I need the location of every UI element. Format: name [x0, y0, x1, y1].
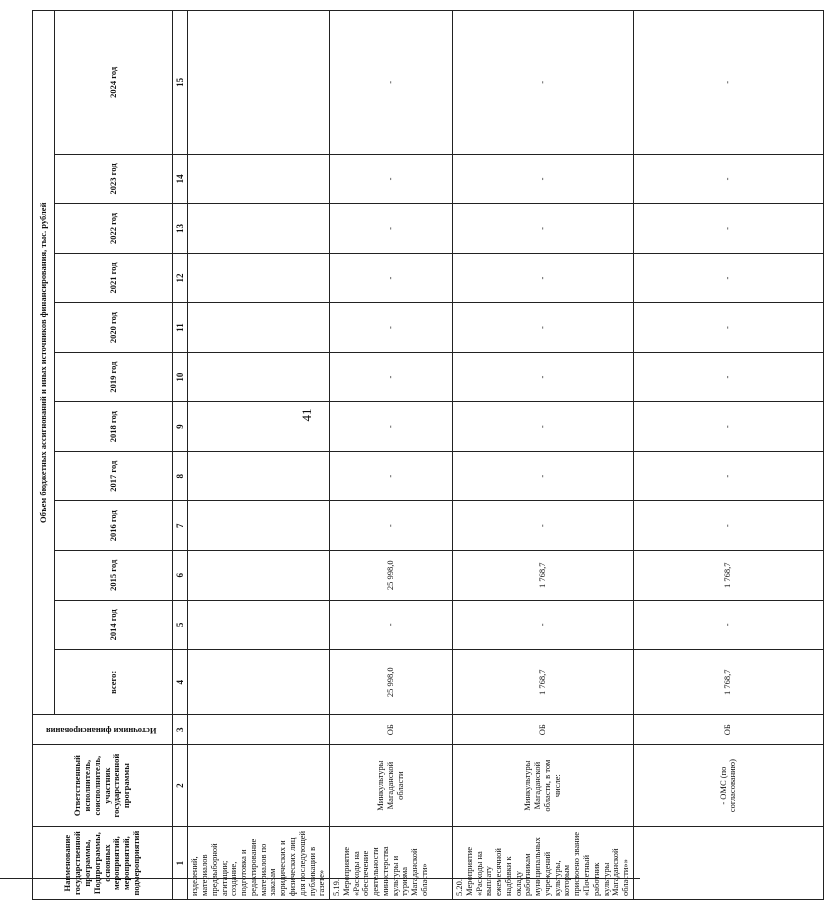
cell-source	[188, 715, 330, 745]
page-number: 41	[299, 408, 314, 422]
cell-year-value: -	[330, 600, 453, 650]
header-name: Наименование государственной программы, Подпрограммы, основных мероприятий, мероприятий, подмероприятий	[33, 827, 173, 900]
cell-source: ОБ	[330, 715, 453, 745]
cell-source: ОБ	[453, 715, 634, 745]
cell-year-value	[188, 451, 330, 501]
cell-year-value: -	[633, 352, 823, 402]
cell-year-value: -	[633, 253, 823, 303]
column-number: 3	[173, 715, 188, 745]
table-row	[188, 11, 330, 900]
header-year: 2024 год	[55, 11, 173, 155]
cell-year-value	[188, 11, 330, 155]
cell-year-value: -	[330, 303, 453, 353]
cell-year-value	[188, 303, 330, 353]
column-number: 10	[173, 352, 188, 402]
cell-source: ОБ	[633, 715, 823, 745]
cell-name: изделений, материалов предвыборной агитации; создание, подготовка и редактирование материалов по заказам юридических и физических лиц для последующей публикации в газете»	[188, 827, 330, 900]
header-year: 2015 год	[55, 551, 173, 601]
cell-year-value	[188, 600, 330, 650]
cell-year-value	[188, 204, 330, 254]
financing-table	[32, 10, 824, 900]
column-number: 12	[173, 253, 188, 303]
cell-year-value: -	[453, 600, 634, 650]
header-year: 2019 год	[55, 352, 173, 402]
cell-year-value	[188, 551, 330, 601]
cell-year-value: -	[633, 303, 823, 353]
cell-year-value: 1 768,7	[453, 551, 634, 601]
column-number: 8	[173, 451, 188, 501]
rotated-table-wrapper	[32, 10, 738, 900]
cell-total: 25 998,0	[330, 650, 453, 715]
cell-year-value: -	[330, 352, 453, 402]
cell-year-value: -	[633, 204, 823, 254]
cell-year-value: -	[330, 154, 453, 204]
cell-year-value: -	[633, 402, 823, 452]
header-group: Объем бюджетных ассигнований и иных источников финансирования, тыс. рублей	[33, 11, 55, 715]
column-number: 6	[173, 551, 188, 601]
cell-name	[633, 827, 823, 900]
cell-year-value: -	[633, 501, 823, 551]
cell-year-value: -	[453, 451, 634, 501]
header-year: 2018 год	[55, 402, 173, 452]
cell-year-value: 25 998,0	[330, 551, 453, 601]
header-year: 2021 год	[55, 253, 173, 303]
column-number: 1	[173, 827, 188, 900]
table-row	[330, 11, 453, 900]
header-year: 2017 год	[55, 451, 173, 501]
header-year: 2014 год	[55, 600, 173, 650]
cell-year-value: 1 768,7	[633, 551, 823, 601]
column-number: 14	[173, 154, 188, 204]
cell-executor: Минкультуры Магаданской области	[330, 745, 453, 827]
footer-rule	[0, 878, 640, 879]
cell-executor	[188, 745, 330, 827]
column-number: 2	[173, 745, 188, 827]
cell-year-value	[188, 501, 330, 551]
cell-year-value: -	[453, 352, 634, 402]
cell-year-value: -	[453, 253, 634, 303]
cell-total: 1 768,7	[633, 650, 823, 715]
cell-year-value: -	[633, 154, 823, 204]
cell-name: 5.20. Мероприятие «Расходы на выплату ежемесячной надбавки к окладу работникам муниципальных учреждений культуры, которым присвоено звание «Почетный работник культуры Магаданской области»»	[453, 827, 634, 900]
cell-year-value: -	[330, 11, 453, 155]
header-year: 2020 год	[55, 303, 173, 353]
header-year: 2016 год	[55, 501, 173, 551]
header-source-text: Источники финансирования	[45, 725, 157, 736]
column-number: 11	[173, 303, 188, 353]
header-total: всего:	[55, 650, 173, 715]
cell-total	[188, 650, 330, 715]
cell-year-value: -	[453, 402, 634, 452]
table-row	[633, 11, 823, 900]
cell-year-value: -	[330, 402, 453, 452]
cell-year-value: -	[330, 501, 453, 551]
cell-year-value: -	[453, 204, 634, 254]
cell-year-value: -	[453, 11, 634, 155]
cell-name: 5.19. Мероприятие «Расходы на обеспечение деятельности министерства культуры и туризма Магаданской области»	[330, 827, 453, 900]
cell-year-value: -	[330, 451, 453, 501]
cell-total: 1 768,7	[453, 650, 634, 715]
column-number: 5	[173, 600, 188, 650]
column-number: 13	[173, 204, 188, 254]
cell-year-value: -	[330, 204, 453, 254]
column-number: 9	[173, 402, 188, 452]
cell-year-value	[188, 253, 330, 303]
cell-executor: Минкультуры Магаданской области, в том числе:	[453, 745, 634, 827]
cell-year-value: -	[453, 501, 634, 551]
cell-year-value: -	[633, 11, 823, 155]
column-number: 15	[173, 11, 188, 155]
header-source	[33, 715, 173, 745]
header-year: 2022 год	[55, 204, 173, 254]
header-year: 2023 год	[55, 154, 173, 204]
cell-year-value: -	[633, 600, 823, 650]
column-number: 7	[173, 501, 188, 551]
cell-year-value	[188, 402, 330, 452]
cell-year-value: -	[453, 154, 634, 204]
cell-year-value	[188, 352, 330, 402]
table-row	[453, 11, 634, 900]
cell-executor: - ОМС (по согласованию)	[633, 745, 823, 827]
cell-year-value: -	[330, 253, 453, 303]
cell-year-value: -	[453, 303, 634, 353]
column-number: 4	[173, 650, 188, 715]
cell-year-value	[188, 154, 330, 204]
cell-year-value: -	[633, 451, 823, 501]
header-executor: Ответственный исполнитель, соисполнитель, участник государственной программы	[33, 745, 173, 827]
